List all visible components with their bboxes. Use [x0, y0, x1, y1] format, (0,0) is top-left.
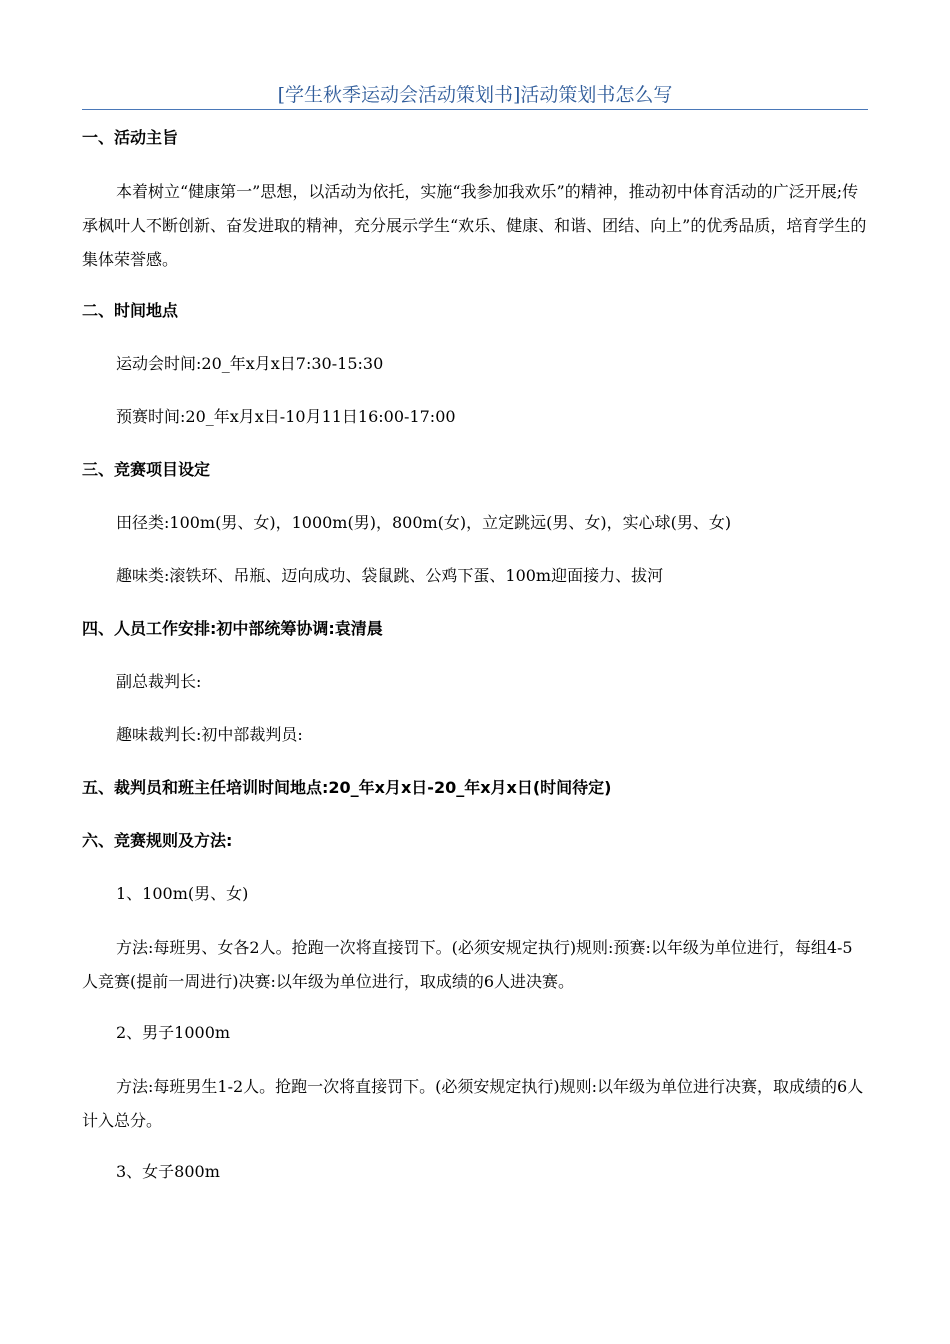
rule-item-1000m: 2、男子1000m: [116, 1023, 231, 1042]
section-heading-training: 五、裁判员和班主任培训时间地点:20_年x月x日-20_年x月x日(时间待定): [82, 778, 612, 797]
fun-events: 趣味类:滚铁环、吊瓶、迈向成功、袋鼠跳、公鸡下蛋、100m迎面接力、拔河: [116, 566, 664, 585]
preliminary-time: 预赛时间:20_年x月x日-10月11日16:00-17:00: [116, 407, 456, 426]
section-heading-time-place: 二、时间地点: [82, 301, 179, 320]
document-title: [学生秋季运动会活动策划书]活动策划书怎么写: [277, 84, 673, 106]
section-heading-rules: 六、竞赛规则及方法:: [82, 831, 233, 850]
sports-meet-time: 运动会时间:20_年x月x日7:30-15:30: [116, 354, 384, 373]
rule-item-1000m-body: 方法:每班男生1-2人。抢跑一次将直接罚下。(必须安规定执行)规则:以年级为单位进行决赛，取成绩的6人计入总分。: [82, 1077, 864, 1130]
deputy-chief-referee: 副总裁判长:: [116, 672, 202, 691]
header-divider: [82, 109, 868, 110]
section-heading-purpose: 一、活动主旨: [82, 128, 179, 147]
document-body: [82, 122, 868, 1209]
section-heading-events: 三、竞赛项目设定: [82, 460, 211, 479]
track-field-events: 田径类:100m(男、女)，1000m(男)，800m(女)，立定跳远(男、女)，实心球(男、女): [116, 513, 732, 532]
fun-chief-referee: 趣味裁判长:初中部裁判员:: [116, 725, 303, 744]
rule-item-100m-body: 方法:每班男、女各2人。抢跑一次将直接罚下。(必须安规定执行)规则:预赛:以年级为单位进行，每组4-5人竞赛(提前一周进行)决赛:以年级为单位进行，取成绩的6人进决赛。: [82, 938, 853, 991]
section-heading-staff: 四、人员工作安排:初中部统筹协调:袁清晨: [82, 619, 383, 638]
rule-item-800m: 3、女子800m: [116, 1162, 220, 1181]
rule-item-100m: 1、100m(男、女): [116, 884, 249, 903]
section-paragraph-purpose: 本着树立“健康第一”思想，以活动为依托，实施“我参加我欢乐”的精神，推动初中体育活动的广泛开展;传承枫叶人不断创新、奋发进取的精神，充分展示学生“欢乐、健康、和谐、团结、向上”的优秀品质，培育学生的集体荣誉感。: [82, 182, 867, 269]
